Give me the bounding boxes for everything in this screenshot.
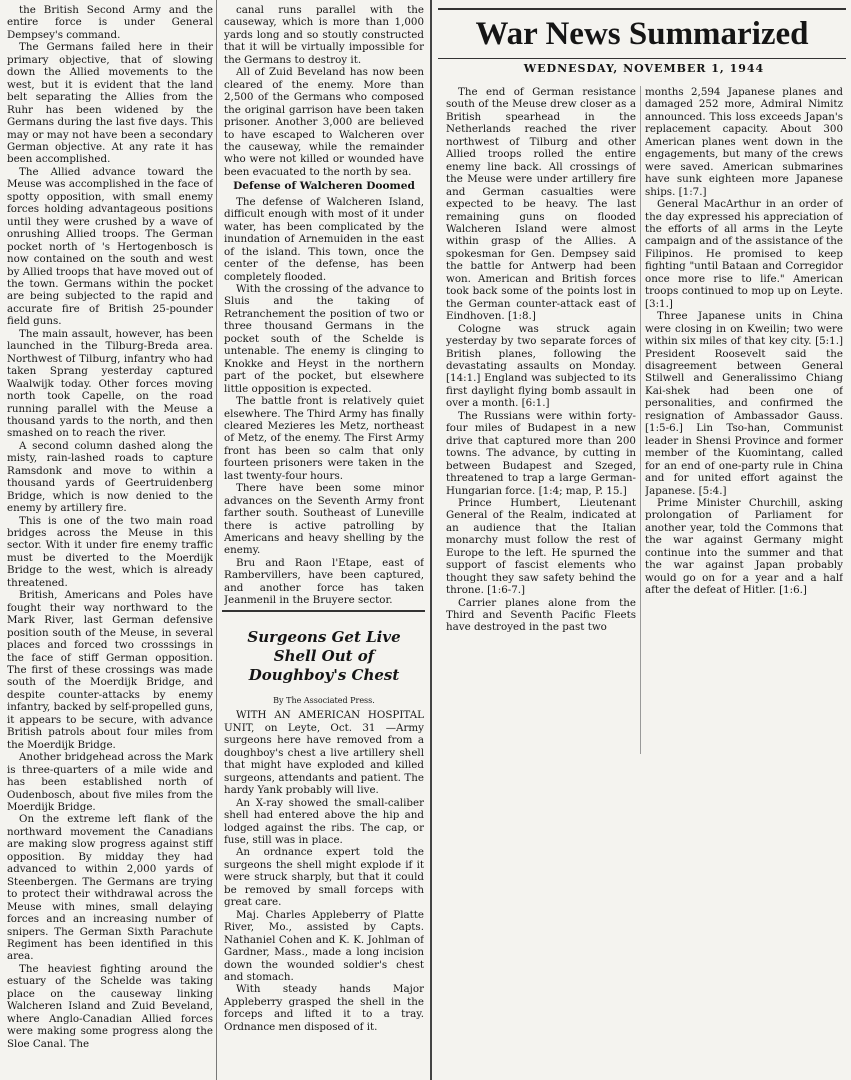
paragraph: canal runs parallel with the causeway, which is more than 1,000 yards long and so stoutly constructed that it will be virtually impossible for the Germans to destroy it. (224, 4, 424, 66)
paragraph: An ordnance expert told the surgeons the shell might explode if it were struck sharply, but that it could be removed by small forceps with great care. (224, 846, 424, 909)
byline: By The Associated Press. (273, 696, 375, 705)
column-rule (640, 86, 641, 754)
article-column-1 (7, 4, 213, 1074)
article-divider (222, 610, 425, 612)
paragraph: There have been some minor advances on the Seventh Army front farther south. Southeast of Luneville there is active patrolling by Americans and heavy shelling by the enemy. (224, 482, 424, 557)
paragraph: A second column dashed along the misty, rain-lashed roads to capture Ramsdonk and move to within a thousand yards of Geertruidenberg Bridge, which is now denied to the enemy by artillery fire. (7, 439, 213, 515)
paragraph: The battle front is relatively quiet elsewhere. The Third Army has finally cleared Mezieres les Metz, northeast of Metz, of the enemy. The First Army front has been so calm that only fourteen prisoners were taken in the last twenty-four hours. (224, 395, 424, 482)
paragraph: Bru and Raon l'Etape, east of Rambervillers, have been captured, and another force has taken Jeanmenil in the Bruyere sector. (224, 556, 424, 607)
paragraph: Three Japanese units in China were closing in on Kweilin; two were within six miles of that key city. [5:1.] President Roosevelt said the disagreement between General Stilwell and Generalissimo Chiang Kai-shek had been one of personalities, and confirmed the resignation of Ambassador Gauss. [1:5-6.] Lin Tso-han, Communist leader in Shensi Province and former member of the Kuomintang, called for an end of one-party rule in China and for united effort against the Japanese. [5:4.] (645, 310, 843, 497)
date-line: WEDNESDAY, NOVEMBER 1, 1944 (523, 62, 765, 75)
paragraph: months 2,594 Japanese planes and damaged 252 more, Admiral Nimitz announced. This loss exceeds Japan's replacement capacity. About 300 American planes went down in the engagements, but many of the crews were saved. American submarines have sunk eighteen more Japanese ships. [1:7.] (645, 86, 843, 198)
paragraph: Cologne was struck again yesterday by two separate forces of British planes, following the devastating assaults on Monday. [14:1.] England was subjected to its first daylight flying bomb assault in over a month. [6:1.] (446, 322, 636, 410)
paragraph: British, Americans and Poles have fought their way northward to the Mark River, last German defensive position south of the Meuse, in several places and forced two crosssings in the face of stiff German opposition. The first of these crossings was made south of the Moerdijk Bridge, and despite counter-attacks by enemy infantry, backed by self-propelled guns, it appears to be secure, with advance British patrols about four miles from the Moerdijk Bridge. (7, 589, 213, 751)
paragraph: The heaviest fighting around the estuary of the Schelde was taking place on the causeway linking Walcheren Island and Zuid Beveland, where Anglo-Canadian Allied forces were making some progress along the Sloe Canal. The (7, 962, 213, 1050)
paragraph: Another bridgehead across the Mark is three-quarters of a mile wide and has been established north of Oudenbosch, about five miles from the Moerdijk Bridge. (7, 751, 213, 813)
section-headline: War News Summarized (438, 8, 846, 59)
article-headline: Surgeons Get Live Shell Out of Doughboy's Chest (247, 628, 401, 684)
paragraph: This is one of the two main road bridges across the Meuse in this sector. With it under fire enemy traffic must be diverted to the Moerdijk Bridge to the west, which is already threatened. (7, 514, 213, 589)
subheading: Defense of Walcheren Doomed (233, 180, 415, 193)
paragraph: The main assault, however, has been launched in the Tilburg-Breda area. Northwest of Tilburg, infantry who had taken Sprang yesterday captured Waalwijk today. Other forces moving north took Capelle, on the road running parallel with the Meuse a thousand yards to the north, and then smashed on to reach the river. (7, 327, 213, 440)
paragraph: Prime Minister Churchill, asking prolongation of Parliament for another year, told the Commons that the war against Germany might continue into the summer and that the war against Japan probably would go on for a year and a half after the defeat of Hitler. [1:6.] (645, 496, 843, 597)
paragraph: The end of German resistance south of the Meuse drew closer as a British spearhead in the Netherlands reached the river northwest of Tilburg and other Allied troops rolled the entire enemy line back. All crossings of the Meuse were under artillery fire and German casualties were expected to be heavy. The last remaining guns on flooded Walcheren Island were almost within grasp of the Allies. A spokesman for Gen. Dempsey said the battle for Antwerp had been won. American and British forces took back some of the points lost in the German counter-attack east of Eindhoven. [1:8.] (446, 86, 636, 323)
paragraph: Prince Humbert, Lieutenant General of the Realm, indicated at an audience that the Italian monarchy must follow the rest of Europe to the left. He spurned the support of fascist elements who thought they saw safety behind the throne. [1:6-7.] (446, 496, 636, 597)
article-column-2 (224, 4, 424, 611)
paragraph: The Germans failed here in their primary objective, that of slowing down the Allied movements to the west, but it is evident that the land belt separating the Allies from the Ruhr has been widened by the Germans during the last five days. This may or may not have been a secondary German objective. At any rate it has been accomplished. (7, 41, 213, 166)
summary-column-a (446, 86, 636, 754)
surgeons-article (224, 626, 424, 1076)
paragraph: An X-ray showed the small-caliber shell had entered above the hip and lodged against the ribs. The cap, or fuse, still was in place. (224, 796, 424, 846)
paragraph: With steady hands Major Appleberry grasped the shell in the forceps and lifted it to a tray. Ordnance men disposed of it. (224, 983, 424, 1033)
paragraph: The Allied advance toward the Meuse was accomplished in the face of spotty opposition, with small enemy forces holding advantageous positions until they were crushed by a wave of onrushing Allied troops. The German pocket north of 's Hertogenbosch is now contained on the south and west by Allied troops that have moved out of the town. Germans within the pocket are being subjected to the rapid and accurate fire of British 25-pounder field guns. (7, 165, 213, 328)
paragraph: All of Zuid Beveland has now been cleared of the enemy. More than 2,500 of the Germans who composed the original garrison have been taken prisoner. Another 3,000 are believed to have escaped to Walcheren over the causeway, while the remainder who were not killed or wounded have been evacuated to the north by sea. (224, 66, 424, 178)
paragraph: Carrier planes alone from the Third and Seventh Pacific Fleets have destroyed in the past two (446, 596, 636, 634)
paragraph: The Russians were within forty-four miles of Budapest in a new drive that captured more than 200 towns. The advance, by cutting in between Budapest and Szeged, threatened to trap a large German-Hungarian force. [1:4; map, P. 15.] (446, 409, 636, 497)
paragraph: With the crossing of the advance to Sluis and the taking of Retranchement the position of two or three thousand Germans in the pocket south of the Schelde is untenable. The enemy is clinging to Knokke and Heyst in the northern part of the pocket, but elsewhere little opposition is expected. (224, 282, 424, 395)
column-rule (430, 0, 432, 1080)
summary-column-b (645, 86, 843, 754)
paragraph: The defense of Walcheren Island, difficult enough with most of it under water, has been complicated by the inundation of Arnemuiden in the east of the island. This town, once the center of the defense, has been completely flooded. (224, 195, 424, 283)
column-rule (216, 0, 217, 1080)
paragraph: General MacArthur in an order of the day expressed his appreciation of the efforts of all arms in the Leyte campaign and of the assistance of the Filipinos. He promised to keep fighting "until Bataan and Corregidor once more rise to life." American troops continued to mop up on Leyte. [3:1.] (645, 198, 843, 310)
paragraph: On the extreme left flank of the northward movement the Canadians are making slow progress against stiff opposition. By midday they had advanced to within 2,000 yards of Steenbergen. The Germans are trying to protect their withdrawal across the Meuse with mines, small delaying forces and an increasing number of snipers. The German Sixth Parachute Regiment has been identified in this area. (7, 813, 213, 963)
paragraph: Maj. Charles Appleberry of Platte River, Mo., assisted by Capts. Nathaniel Cohen and K. K. Johlman of Gardner, Mass., made a long incision down the wounded soldier's chest and stomach. (224, 908, 424, 983)
paragraph: WITH AN AMERICAN HOSPITAL UNIT, on Leyte, Oct. 31 —Army surgeons here have removed from a doughboy's chest a live artillery shell that might have exploded and killed surgeons, attendants and patient. The hardy Yank probably will live. (224, 709, 424, 797)
paragraph: the British Second Army and the entire force is under General Dempsey's command. (7, 4, 213, 41)
